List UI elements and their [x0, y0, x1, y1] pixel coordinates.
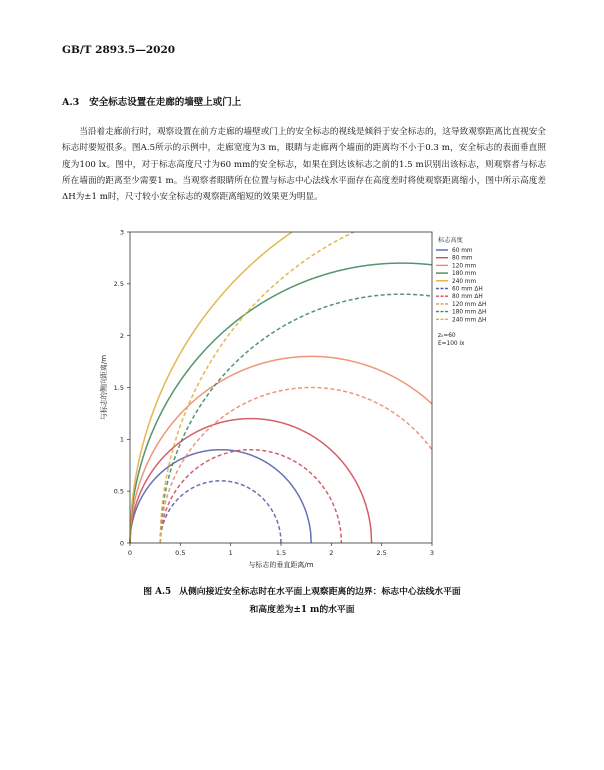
figure-number: 图 A.5 — [143, 587, 172, 597]
legend-entry: 180 mm — [452, 271, 477, 278]
x-tick-label: 1 — [228, 549, 233, 557]
x-axis-title: 与标志的垂直距离/m — [248, 561, 314, 569]
series-line-3 — [130, 356, 432, 543]
legend-entry: 120 mm ΔH — [452, 301, 487, 308]
y-tick-label: 1.5 — [113, 383, 124, 392]
y-tick-label: 3 — [119, 228, 124, 237]
figure-caption-text: 从侧向接近安全标志时在水平面上观察距离的边界：标志中心法线水平面 — [179, 587, 461, 597]
section-number: A.3 — [62, 97, 80, 108]
y-tick-label: 2 — [119, 331, 124, 340]
y-tick-label: 1 — [119, 435, 124, 444]
y-tick-label: 0 — [119, 539, 124, 548]
y-axis-title: 与标志的侧向距离/m — [100, 354, 108, 421]
series-line-7 — [160, 450, 341, 543]
legend-entry: 60 mm ΔH — [452, 286, 483, 293]
series-line-2 — [130, 419, 372, 543]
chart-annotation: z₀=60 — [438, 333, 456, 339]
legend-entry: 80 mm — [452, 255, 473, 262]
legend-entry: 120 mm — [452, 263, 477, 270]
body-paragraph: 当沿着走廊前行时，观察设置在前方走廊的墙壁或门上的安全标志的视线是倾斜于安全标志的，这导致观察距离比直视安全标志时要短很多。图A.5所示的示例中，走廊宽度为3 m，眼睛与走廊两个墙面的距离均不小于0.3 m，安全标志的表面垂直照度为100 lx。图中，对于标志高度尺寸为60 mm的安全标志，如果在到达该标志之前的1.5 m识别出该标志，则观察者与标志所在墙面的距离至少需要1 m。当观察者眼睛所在位置与标志中心法线水平面存在高度差时将使观察距离缩小，图中所示高度差ΔH为±1 m时，尺寸较小安全标志的观察距离缩短的效果更为明显。 — [62, 127, 546, 203]
standard-code: GB/T 2893.5—2020 — [62, 44, 176, 56]
y-tick-label: 0.5 — [113, 487, 124, 496]
x-tick-label: 3 — [429, 549, 435, 557]
legend-entry: 60 mm — [452, 248, 473, 254]
x-tick-label: 0.5 — [175, 549, 186, 557]
chart-annotation: E=100 lx — [438, 341, 465, 347]
legend-title: 标志高度 — [438, 237, 463, 244]
legend-entry: 80 mm ΔH — [452, 294, 483, 301]
legend-entry: 240 mm — [452, 278, 477, 285]
y-tick-label: 2.5 — [113, 280, 124, 289]
section-title: 安全标志设置在走廊的墙壁上或门上 — [89, 97, 242, 108]
x-tick-label: 2 — [329, 549, 334, 557]
series-line-4 — [130, 263, 432, 543]
legend-entry: 180 mm ΔH — [452, 309, 487, 316]
x-tick-label: 1.5 — [275, 549, 287, 557]
series-line-6 — [160, 481, 281, 543]
series-line-9 — [160, 294, 432, 543]
x-tick-label: 0 — [127, 549, 133, 557]
x-tick-label: 2.5 — [376, 549, 387, 557]
figure-caption-line2: 和高度差为±1 m的水平面 — [249, 605, 355, 615]
figure-caption-line1 — [0, 584, 604, 597]
legend-entry: 240 mm ΔH — [452, 317, 487, 324]
